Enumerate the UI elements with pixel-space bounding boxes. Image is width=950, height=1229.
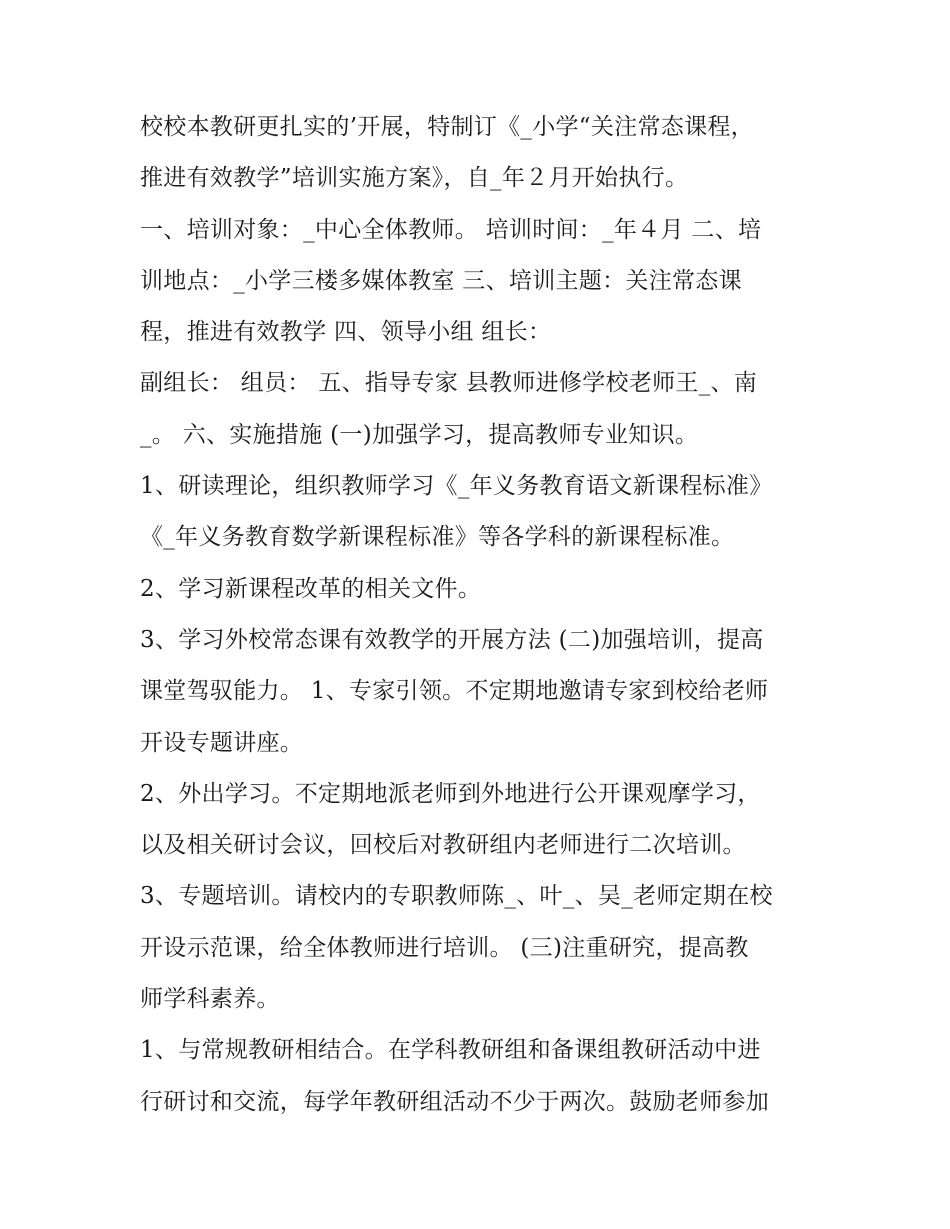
document-body [140,102,830,1128]
text-line: 3、学习外校常态课有效教学的开展方法 (二)加强培训，提高 [140,626,764,653]
text-line: 《_年义务教育数学新课程标准》等各学科的新课程标准。 [140,524,735,551]
text-line: 训地点：_小学三楼多媒体教室 三、培训主题：关注常态课 [140,267,742,294]
text-line: 副组长： 组员： 五、指导专家 县教师进修学校老师王_、南 [140,370,758,397]
text-line: 程，推进有效教学 四、领导小组 组长： [140,319,552,346]
text-line: _。 六、实施措施 (一)加强学习，提高教师专业知识。 [140,421,699,448]
text-line: 一、培训对象：_中心全体教师。 培训时间：_年４月 二、培 [140,216,762,243]
text-line: 1、与常规教研相结合。在学科教研组和备课组教研活动中进 [140,1037,761,1064]
text-line: 开设示范课，给全体教师进行培训。 (三)注重研究，提高教 [140,934,749,961]
text-line: 课堂驾驭能力。 1、专家引领。不定期地邀请专家到校给老师 [140,678,769,705]
text-line: 师学科素养。 [140,986,280,1013]
text-line: 开设专题讲座。 [140,729,304,756]
text-line: 校校本教研更扎实的’开展，特制订《_小学“关注常态课程， [140,114,754,140]
text-line: 2、外出学习。不定期地派老师到外地进行公开课观摩学习， [140,780,761,807]
text-line: 1、研读理论，组织教师学习《_年义务教育语文新课程标准》 [140,473,773,500]
text-line: 推进有效教学”培训实施方案》，自_年２月开始执行。 [140,165,689,192]
text-line: 3、专题培训。请校内的专职教师陈_、叶_、吴_老师定期在校 [140,883,773,910]
text-line: 行研讨和交流，每学年教研组活动不少于两次。鼓励老师参加 [140,1088,770,1115]
text-line: 以及相关研讨会议，回校后对教研组内老师进行二次培训。 [140,832,746,859]
text-line: 2、学习新课程改革的相关文件。 [140,575,482,602]
